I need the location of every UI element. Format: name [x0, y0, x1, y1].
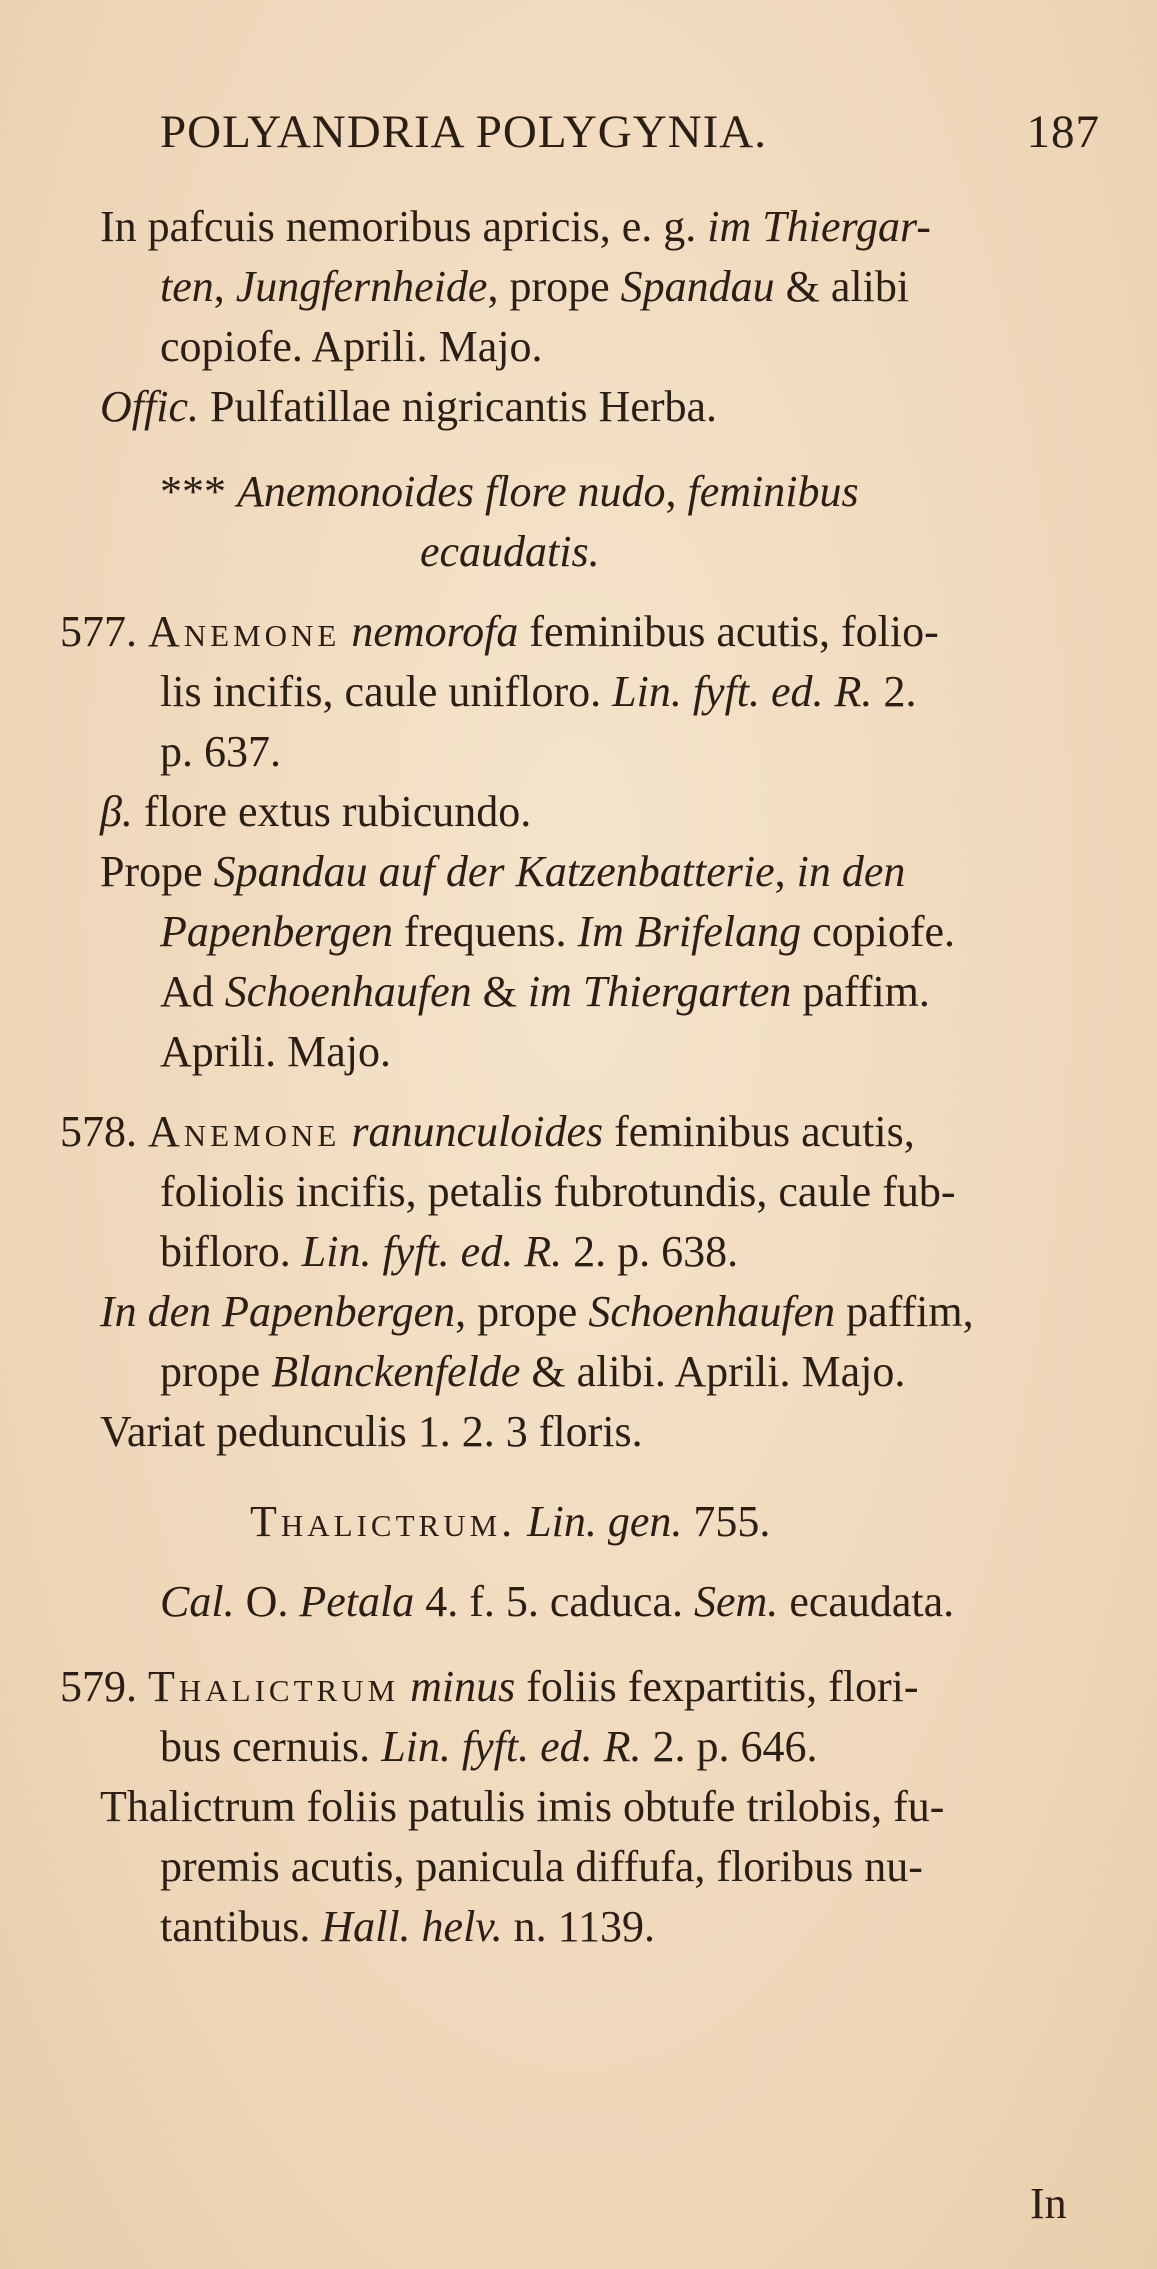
text-line: bifloro. Lin. fyft. ed. R. 2. p. 638.: [160, 1227, 739, 1276]
page-number: 187: [1026, 106, 1100, 158]
text-line: In pafcuis nemoribus apricis, e. g. im Thiergar-: [100, 202, 931, 251]
text-line: Thalictrum foliis patulis imis obtufe trilobis, fu-: [100, 1782, 945, 1831]
text-line: tantibus. Hall. helv. n. 1139.: [160, 1902, 655, 1951]
text-line: ecaudatis.: [420, 527, 600, 576]
text-line: p. 637.: [160, 727, 281, 776]
text-line: *** Anemonoides flore nudo, feminibus: [160, 467, 859, 516]
text-line: 577. Anemone nemorofa feminibus acutis, folio-: [60, 607, 939, 656]
text-line: Papenbergen frequens. Im Brifelang copiofe.: [160, 907, 956, 956]
text-line: Aprili. Majo.: [160, 1027, 391, 1076]
text-line: foliolis incifis, petalis fubrotundis, caule fub-: [160, 1167, 956, 1216]
text-line: Prope Spandau auf der Katzenbatterie, in den: [100, 847, 906, 896]
text-line: β. flore extus rubicundo.: [100, 787, 532, 836]
catchword: In: [1030, 2179, 1067, 2228]
text-line: Ad Schoenhaufen & im Thiergarten paffim.: [160, 967, 930, 1016]
text-line: Cal. O. Petala 4. f. 5. caduca. Sem. ecaudata.: [160, 1577, 955, 1626]
text-line: 578. Anemone ranunculoides feminibus acutis,: [60, 1107, 915, 1156]
text-line: Thalictrum. Lin. gen. 755.: [250, 1497, 771, 1546]
text-line: Variat pedunculis 1. 2. 3 floris.: [100, 1407, 643, 1456]
text-line: 579. Thalictrum minus foliis fexpartitis, flori-: [60, 1662, 919, 1711]
text-line: lis incifis, caule unifloro. Lin. fyft. ed. R. 2.: [160, 667, 917, 716]
running-title: POLYANDRIA POLYGYNIA.: [160, 106, 767, 158]
text-line: ten, Jungfernheide, prope Spandau & alibi: [160, 262, 910, 311]
text-line: bus cernuis. Lin. fyft. ed. R. 2. p. 646.: [160, 1722, 818, 1771]
text-line: Offic. Pulfatillae nigricantis Herba.: [100, 382, 718, 431]
text-line: In den Papenbergen, prope Schoenhaufen paffim,: [100, 1287, 974, 1336]
text-line: prope Blanckenfelde & alibi. Aprili. Majo.: [160, 1347, 906, 1396]
text-line: premis acutis, panicula diffufa, floribus nu-: [160, 1842, 923, 1891]
text-line: copiofe. Aprili. Majo.: [160, 322, 543, 371]
page-header: [160, 105, 1100, 159]
